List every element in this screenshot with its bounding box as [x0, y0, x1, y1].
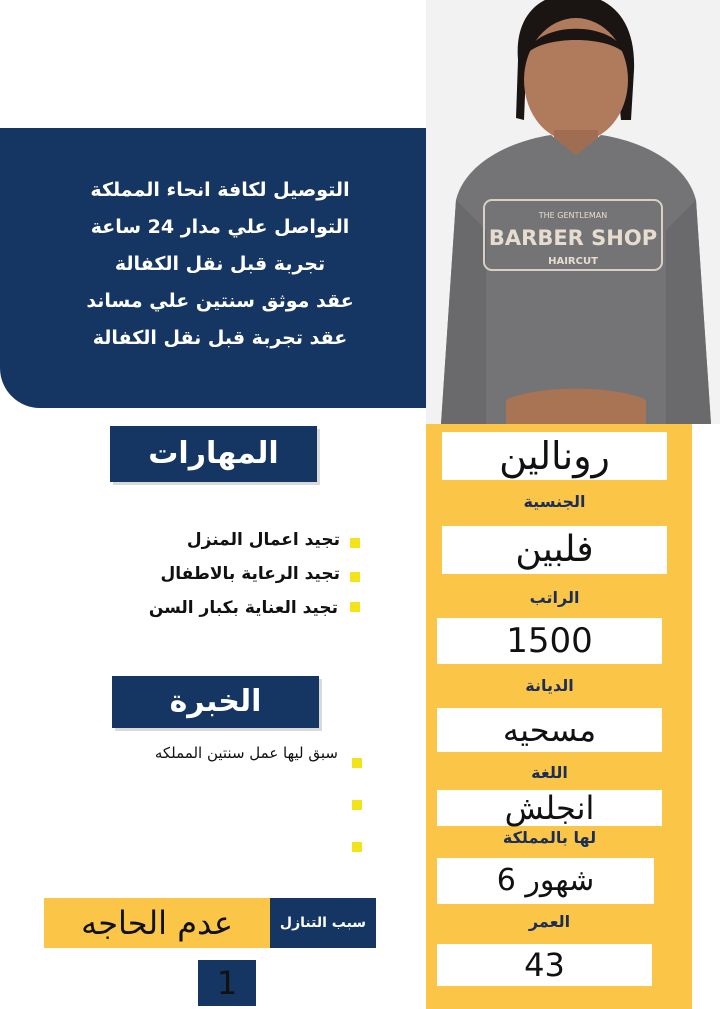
bullet-icon [350, 572, 360, 582]
feature-line: عقد تجربة قبل نقل الكفالة [92, 327, 348, 349]
feature-line: التواصل علي مدار 24 ساعة [90, 216, 350, 238]
age-value: 43 [437, 944, 652, 986]
bullet-icon [350, 538, 360, 548]
language-label: اللغة [531, 763, 568, 782]
waiver-value: عدم الحاجه [44, 898, 270, 948]
duration-value: 6 شهور [437, 858, 654, 904]
shirt-text: THE GENTLEMAN [538, 211, 608, 220]
duration-label: لها بالمملكة [502, 828, 597, 847]
nationality-label: الجنسية [523, 492, 586, 511]
record-number: 1 [198, 960, 256, 1006]
bullet-icon [352, 842, 362, 852]
language-value: انجلش [437, 790, 662, 826]
skill-item: تجيد العناية بكبار السن [148, 598, 338, 618]
shirt-text: BARBER SHOP [488, 226, 658, 250]
experience-heading: الخبرة [112, 676, 319, 728]
skills-heading: المهارات [110, 426, 317, 482]
feature-line: تجربة قبل نقل الكفالة [114, 253, 326, 275]
bullet-icon [350, 602, 360, 612]
bullet-icon [352, 800, 362, 810]
experience-item: سبق ليها عمل سنتين المملكه [154, 744, 338, 762]
religion-label: الديانة [525, 676, 574, 695]
shirt-text: HAIRCUT [548, 256, 598, 267]
salary-value: 1500 [437, 618, 662, 664]
skill-item: تجيد الرعاية بالاطفال [160, 564, 340, 584]
nationality-value: فلبين [442, 526, 667, 574]
bullet-icon [352, 758, 362, 768]
worker-photo [426, 0, 720, 424]
waiver-label: سبب التنازل [270, 898, 376, 948]
religion-value: مسحيه [437, 708, 662, 752]
name-value: رونالين [442, 432, 667, 480]
feature-line: التوصيل لكافة انحاء المملكة [90, 179, 350, 201]
feature-line: عقد موثق سنتين علي مساند [86, 290, 354, 312]
salary-label: الراتب [529, 588, 580, 607]
person-illustration [426, 0, 720, 424]
features-list [20, 172, 420, 357]
age-label: العمر [528, 912, 571, 931]
skill-item: تجيد اعمال المنزل [186, 530, 340, 550]
